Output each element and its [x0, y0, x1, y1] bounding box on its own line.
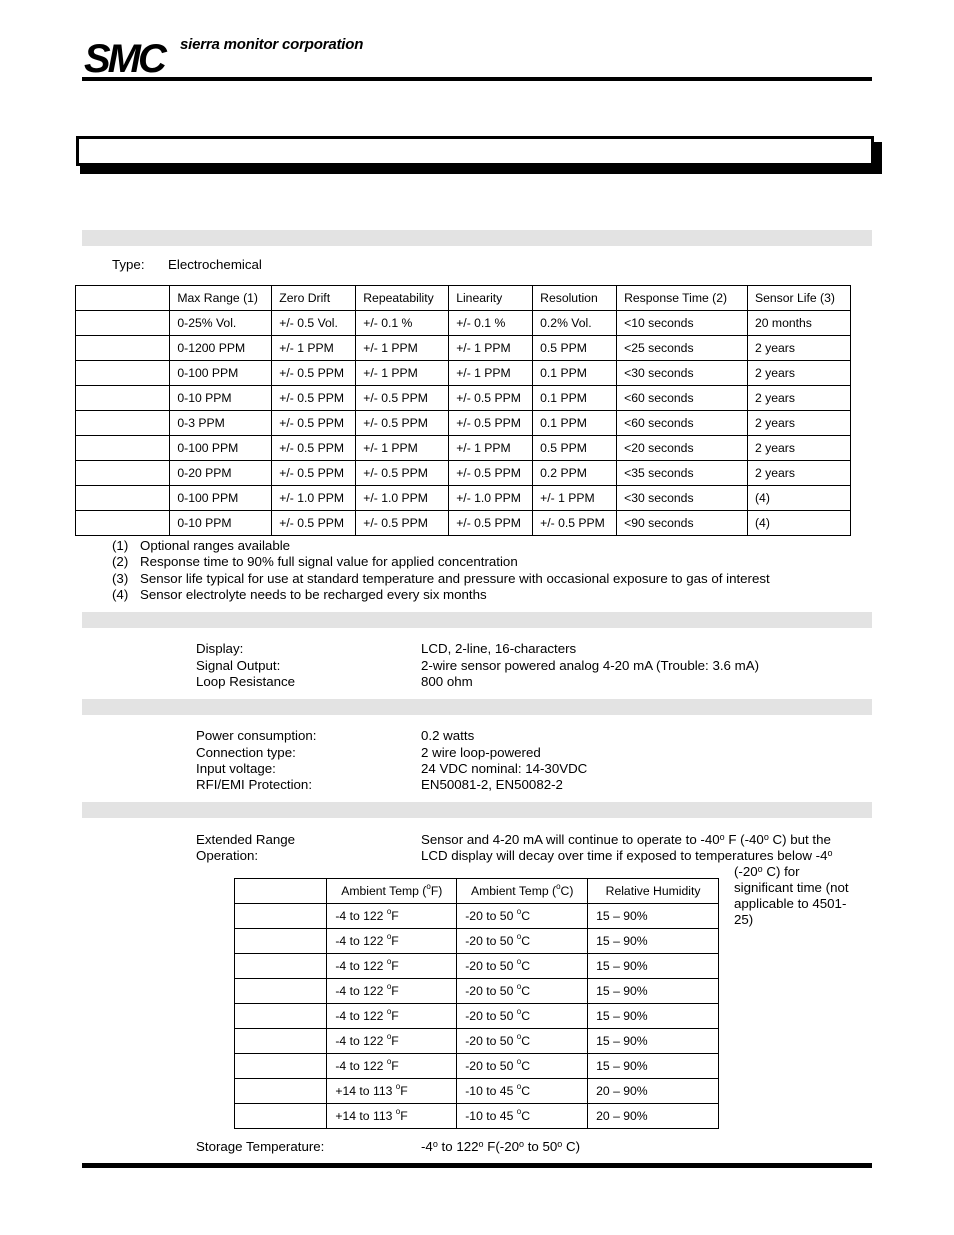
- table-cell: +/- 0.5 PPM: [533, 511, 617, 536]
- table-row: [235, 954, 719, 979]
- table-cell: -4 to 122 $^o$F: [327, 1004, 457, 1029]
- logo-text: SMC: [84, 40, 164, 76]
- table-cell: 15 – 90%: [588, 1054, 719, 1079]
- spec-label: Power consumption:: [196, 728, 317, 743]
- table-cell: <25 seconds: [617, 336, 748, 361]
- table-cell: [76, 436, 170, 461]
- table-cell: [76, 461, 170, 486]
- note-text: Sensor electrolyte needs to be recharged every six months: [140, 587, 487, 602]
- table-cell: 0-20 PPM: [170, 461, 272, 486]
- table-cell: -4 to 122 $^o$F: [327, 904, 457, 929]
- table-cell: 2 years: [747, 411, 850, 436]
- table-cell: 0-100 PPM: [170, 486, 272, 511]
- table-cell: +/- 0.5 PPM: [356, 461, 449, 486]
- table-cell: +/- 0.5 PPM: [272, 361, 356, 386]
- table-row: [76, 461, 851, 486]
- table-cell: [76, 411, 170, 436]
- table-cell: -4 to 122 $^o$F: [327, 1029, 457, 1054]
- table-cell: -20 to 50 $^o$C: [457, 1054, 588, 1079]
- table-cell: [235, 1029, 327, 1054]
- company-name: sierra monitor corporation: [180, 36, 364, 53]
- table-row: [235, 1104, 719, 1129]
- section-bar-environmental: [82, 802, 872, 818]
- table-row: [235, 1054, 719, 1079]
- spec-value: 800 ohm: [421, 674, 473, 689]
- table-cell: 2 years: [747, 436, 850, 461]
- table-cell: +/- 0.5 PPM: [449, 511, 533, 536]
- table-cell: <30 seconds: [617, 486, 748, 511]
- table-cell: [76, 336, 170, 361]
- table-cell: +/- 1 PPM: [356, 336, 449, 361]
- table-cell: -4 to 122 $^o$F: [327, 1054, 457, 1079]
- col-header: Response Time (2): [617, 286, 748, 311]
- spec-value: 24 VDC nominal: 14-30VDC: [421, 761, 588, 776]
- table-header-row: [76, 286, 851, 311]
- type-label: Type:: [112, 257, 145, 272]
- table-cell: [76, 486, 170, 511]
- spec-value: LCD, 2-line, 16-characters: [421, 641, 577, 656]
- table-cell: +/- 0.5 PPM: [272, 411, 356, 436]
- table-cell: 0.2% Vol.: [533, 311, 617, 336]
- table-cell: -20 to 50 $^o$C: [457, 1004, 588, 1029]
- table-cell: +14 to 113 $^o$F: [327, 1079, 457, 1104]
- col-header: Repeatability: [356, 286, 449, 311]
- table-cell: 0.1 PPM: [533, 361, 617, 386]
- table-cell: 0-25% Vol.: [170, 311, 272, 336]
- table-cell: 0-10 PPM: [170, 386, 272, 411]
- note-number: (1): [112, 538, 129, 553]
- table-row: [235, 929, 719, 954]
- table-cell: 2 years: [747, 336, 850, 361]
- table-cell: +/- 0.5 PPM: [272, 386, 356, 411]
- table-cell: <90 seconds: [617, 511, 748, 536]
- col-header: Max Range (1): [170, 286, 272, 311]
- table-row: [235, 904, 719, 929]
- table-cell: [76, 511, 170, 536]
- table-cell: 15 – 90%: [588, 1029, 719, 1054]
- table-cell: +14 to 113 $^o$F: [327, 1104, 457, 1129]
- spec-label: Connection type:: [196, 745, 296, 760]
- table-row: [76, 311, 851, 336]
- title-box: [76, 136, 874, 166]
- col-header: Zero Drift: [272, 286, 356, 311]
- note-number: (4): [112, 587, 129, 602]
- table-cell: -20 to 50 $^o$C: [457, 979, 588, 1004]
- table-row: [235, 1004, 719, 1029]
- table-cell: +/- 1 PPM: [449, 361, 533, 386]
- table-cell: 2 years: [747, 361, 850, 386]
- spec-label: Operation:: [196, 848, 259, 863]
- table-row: [76, 411, 851, 436]
- col-header-temp-f: Ambient Temp ($^o$F): [327, 879, 457, 904]
- table-cell: 20 – 90%: [588, 1104, 719, 1129]
- table-row: [76, 361, 851, 386]
- table-cell: +/- 0.5 PPM: [449, 461, 533, 486]
- table-cell: 15 – 90%: [588, 1004, 719, 1029]
- table-cell: 2 years: [747, 386, 850, 411]
- table-cell: +/- 0.5 PPM: [449, 411, 533, 436]
- table-row: [76, 386, 851, 411]
- table-cell: 15 – 90%: [588, 929, 719, 954]
- footer-rule: [82, 1163, 872, 1168]
- table-cell: 0-1200 PPM: [170, 336, 272, 361]
- table-cell: 0-10 PPM: [170, 511, 272, 536]
- note-text: Optional ranges available: [140, 538, 291, 553]
- table-cell: [76, 311, 170, 336]
- section-bar-sensor: [82, 230, 872, 246]
- table-row: [76, 486, 851, 511]
- table-cell: +/- 0.5 PPM: [356, 511, 449, 536]
- header-rule: [82, 77, 872, 81]
- table-cell: -20 to 50 $^o$C: [457, 904, 588, 929]
- storage-value: -4$^o$ to 122$^o$ F(-20$^o$ to 50$^o$ C): [421, 1139, 581, 1154]
- table-cell: +/- 1.0 PPM: [449, 486, 533, 511]
- table-cell: 0.2 PPM: [533, 461, 617, 486]
- table-cell: -20 to 50 $^o$C: [457, 1029, 588, 1054]
- table-cell: [76, 286, 170, 311]
- table-cell: 0.5 PPM: [533, 336, 617, 361]
- section-bar-power: [82, 699, 872, 715]
- company-logo: [84, 40, 176, 76]
- table-cell: [235, 904, 327, 929]
- table-cell: 2 years: [747, 461, 850, 486]
- table-cell: +/- 1.0 PPM: [356, 486, 449, 511]
- extended-range-line-1: Sensor and 4-20 mA will continue to operate to -40$^o$ F (-40$^o$ C) but the: [421, 832, 831, 847]
- table-cell: -10 to 45 $^o$C: [457, 1104, 588, 1129]
- storage-label: Storage Temperature:: [196, 1139, 325, 1154]
- col-header-temp-c: Ambient Temp ($^o$C): [457, 879, 588, 904]
- table-cell: [235, 979, 327, 1004]
- table-cell: +/- 1 PPM: [533, 486, 617, 511]
- extended-range-line-6: 25): [734, 912, 754, 927]
- extended-range-line-3: (-20$^o$ C) for: [734, 864, 800, 879]
- table-cell: +/- 1 PPM: [356, 361, 449, 386]
- table-cell: <30 seconds: [617, 361, 748, 386]
- table-cell: -10 to 45 $^o$C: [457, 1079, 588, 1104]
- table-row: [76, 436, 851, 461]
- table-cell: +/- 0.1 %: [356, 311, 449, 336]
- spec-value: 2-wire sensor powered analog 4-20 mA (Trouble: 3.6 mA): [421, 658, 759, 673]
- col-header-humidity: Relative Humidity: [588, 879, 719, 904]
- table-cell: 0.5 PPM: [533, 436, 617, 461]
- note-text: Sensor life typical for use at standard temperature and pressure with occasional exposure to gas of interest: [140, 571, 770, 586]
- table-cell: -4 to 122 $^o$F: [327, 929, 457, 954]
- table-cell: +/- 1 PPM: [356, 436, 449, 461]
- extended-range-line-4: significant time (not: [734, 880, 849, 895]
- table-cell: +/- 0.1 %: [449, 311, 533, 336]
- spec-label: Signal Output:: [196, 658, 281, 673]
- note-number: (3): [112, 571, 129, 586]
- table-cell: 15 – 90%: [588, 904, 719, 929]
- table-cell: +/- 0.5 PPM: [449, 386, 533, 411]
- table-cell: [76, 386, 170, 411]
- table-cell: +/- 0.5 PPM: [356, 411, 449, 436]
- table-cell: -20 to 50 $^o$C: [457, 954, 588, 979]
- table-cell: +/- 1.0 PPM: [272, 486, 356, 511]
- table-cell: +/- 0.5 Vol.: [272, 311, 356, 336]
- table-cell: -4 to 122 $^o$F: [327, 979, 457, 1004]
- note-number: (2): [112, 554, 129, 569]
- spec-label: Loop Resistance: [196, 674, 296, 689]
- table-cell: 20 months: [747, 311, 850, 336]
- table-cell: 0-3 PPM: [170, 411, 272, 436]
- table-cell: +/- 0.5 PPM: [272, 436, 356, 461]
- table-cell: [235, 929, 327, 954]
- spec-label: Extended Range: [196, 832, 296, 847]
- table-cell: 15 – 90%: [588, 954, 719, 979]
- type-value: Electrochemical: [168, 257, 262, 272]
- spec-value: EN50081-2, EN50082-2: [421, 777, 563, 792]
- spec-value: 2 wire loop-powered: [421, 745, 541, 760]
- table-cell: <60 seconds: [617, 411, 748, 436]
- table-row: [76, 336, 851, 361]
- extended-range-line-2: LCD display will decay over time if exposed to temperatures below -4$^o$: [421, 848, 833, 863]
- sensor-spec-table: [75, 285, 851, 536]
- table-cell: <60 seconds: [617, 386, 748, 411]
- table-cell: 0.1 PPM: [533, 411, 617, 436]
- table-cell: -20 to 50 $^o$C: [457, 929, 588, 954]
- table-cell: 0-100 PPM: [170, 436, 272, 461]
- table-cell: 0.1 PPM: [533, 386, 617, 411]
- table-cell: [235, 1104, 327, 1129]
- table-header-row: [235, 879, 719, 904]
- table-cell: 15 – 90%: [588, 979, 719, 1004]
- col-header: Linearity: [449, 286, 533, 311]
- table-row: [76, 511, 851, 536]
- section-bar-output: [82, 612, 872, 628]
- col-header: Sensor Life (3): [747, 286, 850, 311]
- table-cell: [235, 1054, 327, 1079]
- table-cell: -4 to 122 $^o$F: [327, 954, 457, 979]
- col-header: Resolution: [533, 286, 617, 311]
- table-cell: 20 – 90%: [588, 1079, 719, 1104]
- table-cell: [235, 1079, 327, 1104]
- table-cell: +/- 1 PPM: [449, 436, 533, 461]
- table-cell: <20 seconds: [617, 436, 748, 461]
- table-cell: +/- 0.5 PPM: [356, 386, 449, 411]
- table-cell: (4): [747, 486, 850, 511]
- note-text: Response time to 90% full signal value for applied concentration: [140, 554, 518, 569]
- table-cell: [235, 954, 327, 979]
- table-cell: 0-100 PPM: [170, 361, 272, 386]
- environmental-table: [234, 878, 719, 1129]
- spec-label: Display:: [196, 641, 244, 656]
- table-cell: +/- 1 PPM: [449, 336, 533, 361]
- table-cell: [235, 879, 327, 904]
- table-cell: (4): [747, 511, 850, 536]
- table-cell: [76, 361, 170, 386]
- extended-range-line-5: applicable to 4501-: [734, 896, 847, 911]
- table-cell: <10 seconds: [617, 311, 748, 336]
- table-cell: +/- 1 PPM: [272, 336, 356, 361]
- table-cell: [235, 1004, 327, 1029]
- table-cell: +/- 0.5 PPM: [272, 511, 356, 536]
- spec-label: RFI/EMI Protection:: [196, 777, 313, 792]
- table-row: [235, 979, 719, 1004]
- table-cell: <35 seconds: [617, 461, 748, 486]
- table-cell: +/- 0.5 PPM: [272, 461, 356, 486]
- spec-label: Input voltage:: [196, 761, 276, 776]
- table-row: [235, 1029, 719, 1054]
- spec-value: 0.2 watts: [421, 728, 475, 743]
- table-row: [235, 1079, 719, 1104]
